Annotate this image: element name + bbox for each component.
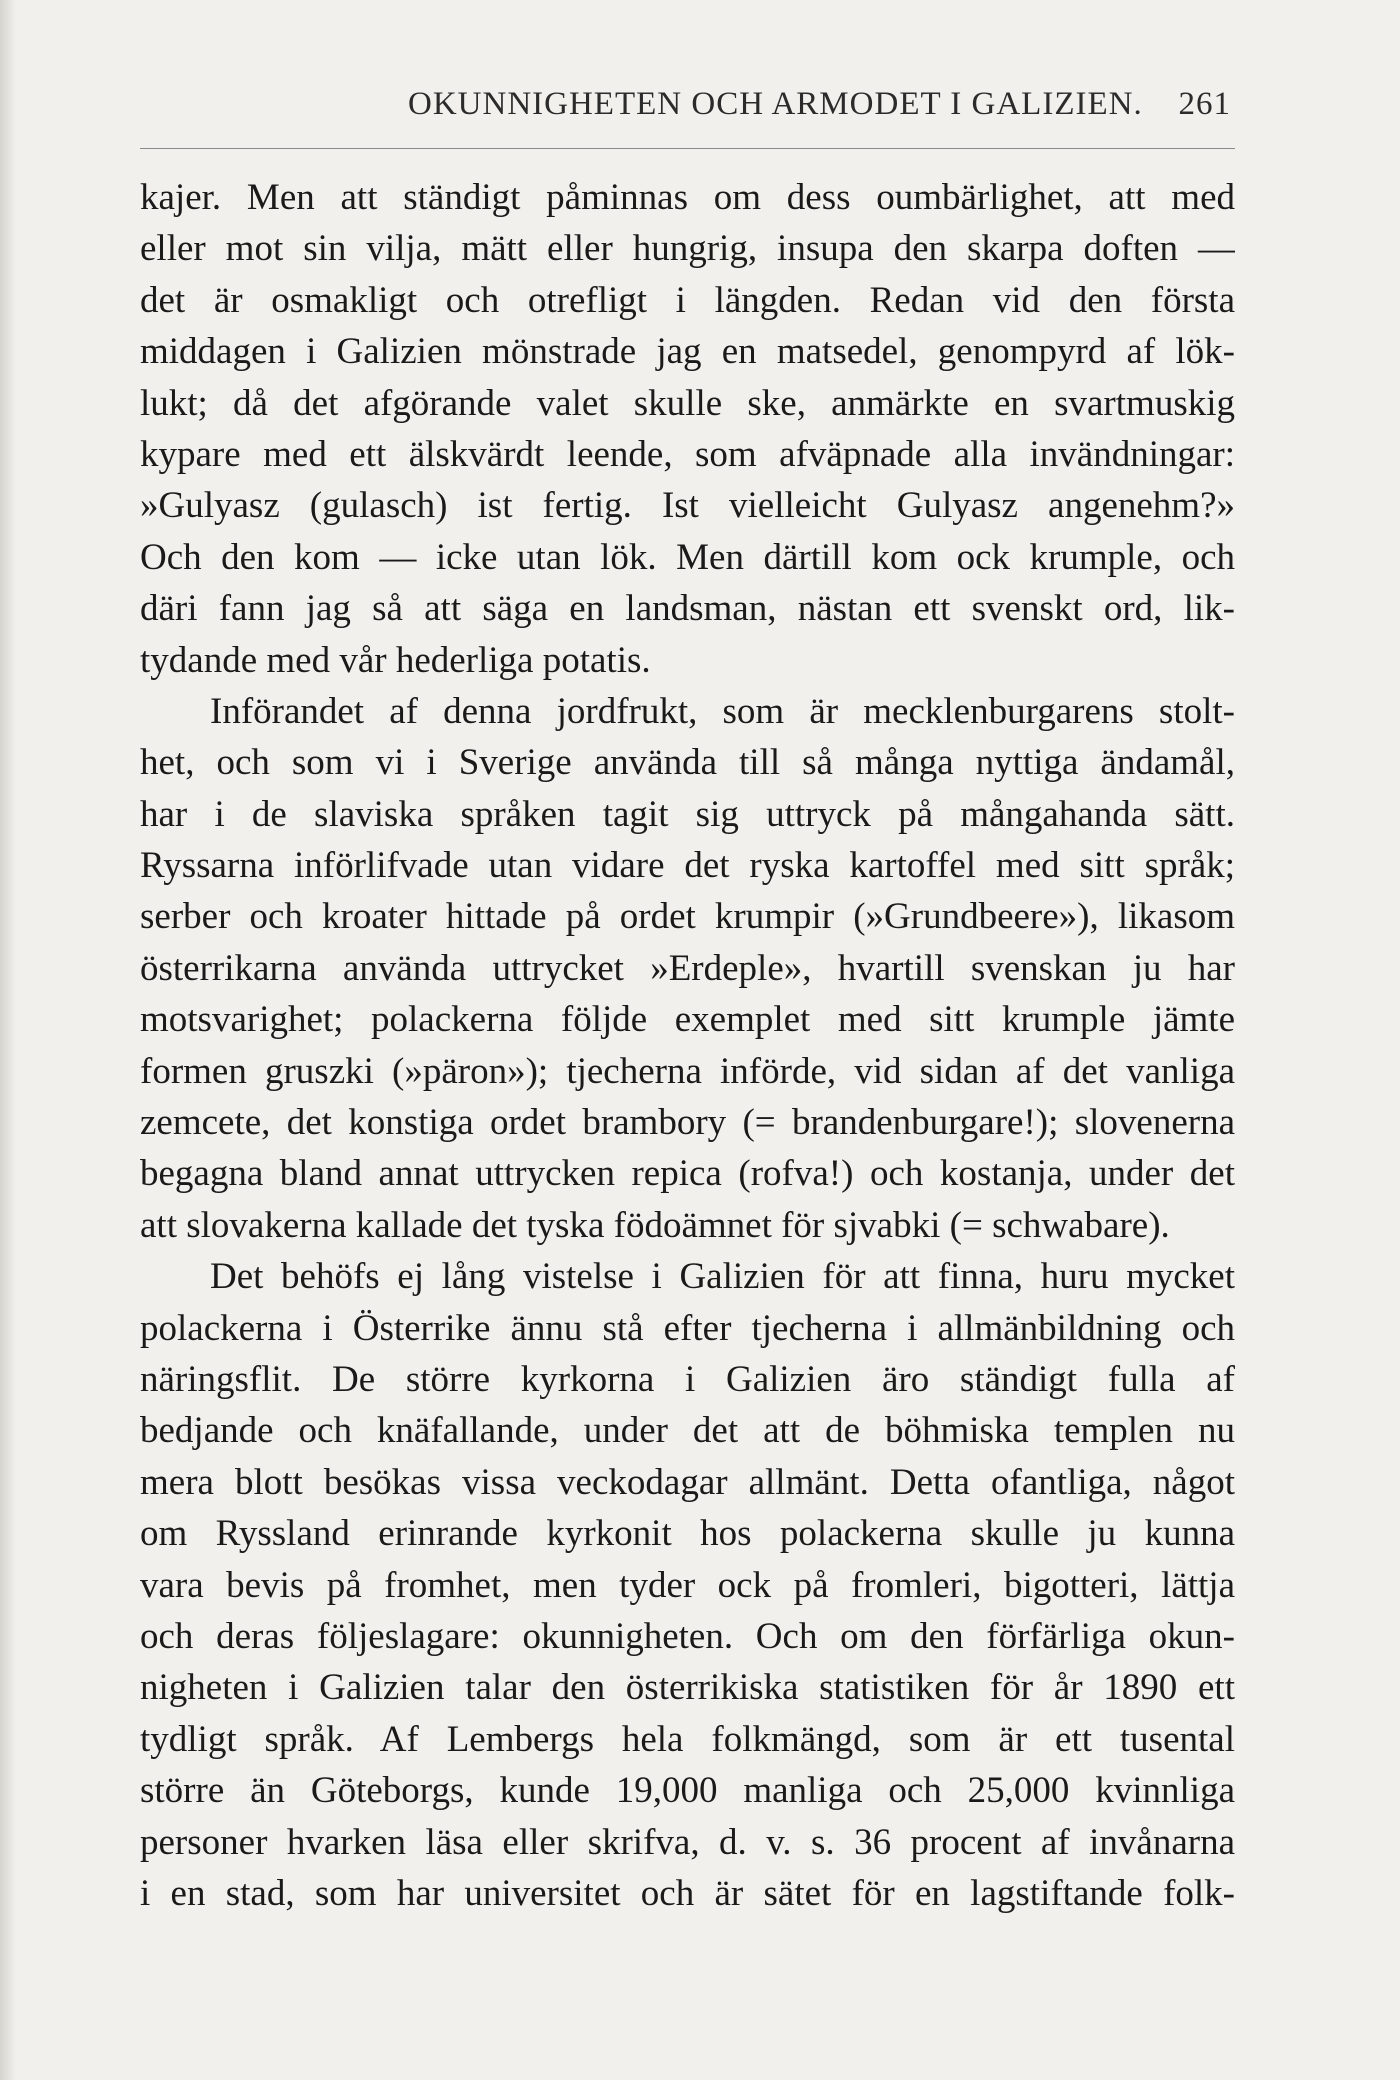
running-title: OKUNNIGHETEN OCH ARMODET I GALIZIEN.: [408, 86, 1143, 122]
header-rule: [140, 148, 1235, 149]
text-line: Ryssarna införlifvade utan vidare det ryska kartoffel med sitt språk;: [140, 845, 1235, 887]
text-line: formen gruszki (»päron»); tjecherna införde, vid sidan af det vanliga: [140, 1050, 1235, 1092]
text-line: tydande med vår hederliga potatis.: [140, 639, 651, 681]
text-line: österrikarna använda uttrycket »Erdeple», hvartill svenskan ju har: [140, 947, 1235, 989]
text-line: däri fann jag så att säga en landsman, nästan ett svenskt ord, lik-: [140, 588, 1235, 630]
text-line: och deras följeslagare: okunnigheten. Och om den förfärliga okun-: [140, 1615, 1235, 1657]
text-line: serber och kroater hittade på ordet krumpir (»Grundbeere»), likasom: [140, 896, 1235, 938]
text-line: het, och som vi i Sverige använda till så många nyttiga ändamål,: [140, 742, 1235, 784]
body-text: [140, 172, 1235, 1919]
text-line: kajer. Men att ständigt påminnas om dess oumbärlighet, att med: [140, 177, 1235, 218]
text-line: motsvarighet; polackerna följde exemplet med sitt krumple jämte: [140, 999, 1235, 1041]
text-line: »Gulyasz (gulasch) ist fertig. Ist vielleicht Gulyasz angenehm?»: [140, 485, 1235, 527]
text-line: mera blott besökas vissa veckodagar allmänt. Detta ofantliga, något: [140, 1461, 1235, 1503]
text-line: det är osmakligt och otrefligt i längden. Redan vid den första: [140, 279, 1235, 321]
paragraph-start-line: Det behöfs ej lång vistelse i Galizien för att finna, huru mycket: [210, 1256, 1235, 1298]
text-line: bedjande och knäfallande, under det att de böhmiska templen nu: [140, 1410, 1235, 1452]
text-line: lukt; då det afgörande valet skulle ske, anmärkte en svartmuskig: [140, 382, 1235, 424]
text-line: tydligt språk. Af Lembergs hela folkmängd, som är ett tusental: [140, 1718, 1235, 1760]
text-line: zemcete, det konstiga ordet brambory (= brandenburgare!); slovenerna: [140, 1102, 1235, 1144]
text-line: näringsflit. De större kyrkorna i Galizien äro ständigt fulla af: [140, 1358, 1235, 1400]
page-number: 261: [1178, 86, 1231, 122]
paragraph-start-line: Införandet af denna jordfrukt, som är mecklenburgarens stolt-: [210, 690, 1235, 732]
text-line: Och den kom — icke utan lök. Men därtill kom ock krumple, och: [140, 536, 1235, 578]
text-line: nigheten i Galizien talar den österrikiska statistiken för år 1890 ett: [140, 1667, 1235, 1709]
text-line: personer hvarken läsa eller skrifva, d. v. s. 36 procent af invånarna: [140, 1821, 1235, 1863]
text-line: middagen i Galizien mönstrade jag en matsedel, genompyrd af lök-: [140, 331, 1235, 373]
text-line: begagna bland annat uttrycken repica (rofva!) och kostanja, under det: [140, 1153, 1235, 1195]
text-line: vara bevis på fromhet, men tyder ock på fromleri, bigotteri, lättja: [140, 1564, 1235, 1606]
text-line: att slovakerna kallade det tyska födoämnet för sjvabki (= schwabare).: [140, 1204, 1170, 1246]
text-line: större än Göteborgs, kunde 19,000 manliga och 25,000 kvinnliga: [140, 1770, 1235, 1812]
text-line: om Ryssland erinrande kyrkonit hos polackerna skulle ju kunna: [140, 1513, 1235, 1555]
text-line: har i de slaviska språken tagit sig uttryck på mångahanda sätt.: [140, 793, 1235, 835]
page-header: [140, 82, 1235, 132]
text-line: i en stad, som har universitet och är sätet för en lagstiftande folk-: [140, 1872, 1235, 1914]
page-gutter-shadow: [0, 0, 16, 2080]
text-line: eller mot sin vilja, mätt eller hungrig, insupa den skarpa doften —: [140, 228, 1235, 270]
text-line: polackerna i Österrike ännu stå efter tjecherna i allmänbildning och: [140, 1307, 1235, 1349]
text-line: kypare med ett älskvärdt leende, som afväpnade alla invändningar:: [140, 433, 1235, 475]
